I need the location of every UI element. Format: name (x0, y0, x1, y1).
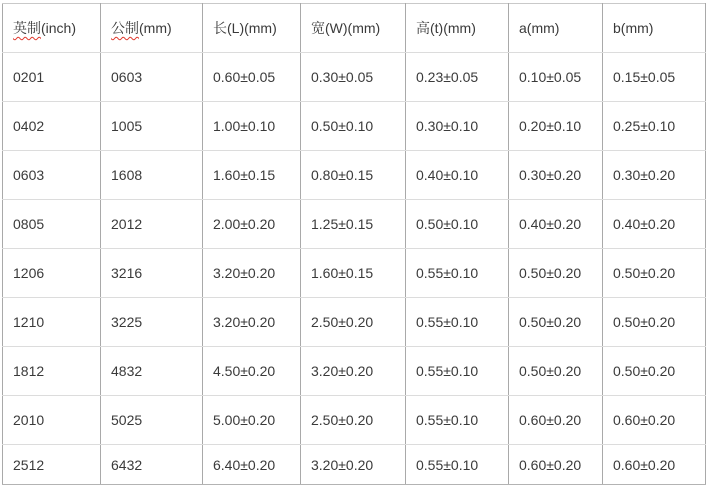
cell-a: 0.10±0.05 (509, 53, 603, 102)
header-label-zh: 英制 (13, 20, 41, 36)
cell-width: 0.30±0.05 (301, 53, 406, 102)
cell-metric-code: 1608 (101, 151, 203, 200)
header-label-suffix: (L)(mm) (227, 20, 277, 36)
cell-a: 0.50±0.20 (509, 298, 603, 347)
cell-a: 0.60±0.20 (509, 445, 603, 485)
cell-length: 5.00±0.20 (203, 396, 301, 445)
cell-width: 3.20±0.20 (301, 445, 406, 485)
cell-inch-code: 0603 (3, 151, 101, 200)
cell-length: 3.20±0.20 (203, 249, 301, 298)
cell-b: 0.50±0.20 (603, 298, 706, 347)
table-row (3, 151, 706, 200)
cell-length: 2.00±0.20 (203, 200, 301, 249)
header-row (3, 4, 706, 53)
cell-metric-code: 3225 (101, 298, 203, 347)
cell-height: 0.30±0.10 (406, 102, 509, 151)
header-cell-a (509, 4, 603, 53)
header-label-zh: 高 (416, 20, 430, 36)
header-label-zh: 长 (213, 20, 227, 36)
cell-inch-code: 1812 (3, 347, 101, 396)
cell-metric-code: 2012 (101, 200, 203, 249)
cell-a: 0.30±0.20 (509, 151, 603, 200)
cell-height: 0.23±0.05 (406, 53, 509, 102)
cell-inch-code: 0805 (3, 200, 101, 249)
cell-a: 0.40±0.20 (509, 200, 603, 249)
cell-height: 0.40±0.10 (406, 151, 509, 200)
header-cell-height (406, 4, 509, 53)
header-label-suffix: (mm) (620, 20, 654, 36)
header-cell-b (603, 4, 706, 53)
header-cell-length (203, 4, 301, 53)
cell-width: 3.20±0.20 (301, 347, 406, 396)
header-cell-metric-code (101, 4, 203, 53)
cell-width: 0.50±0.10 (301, 102, 406, 151)
header-cell-inch-code (3, 4, 101, 53)
header-cell-width (301, 4, 406, 53)
cell-b: 0.60±0.20 (603, 396, 706, 445)
cell-b: 0.30±0.20 (603, 151, 706, 200)
cell-metric-code: 4832 (101, 347, 203, 396)
table-row (3, 396, 706, 445)
cell-length: 0.60±0.05 (203, 53, 301, 102)
cell-height: 0.55±0.10 (406, 445, 509, 485)
table-row (3, 249, 706, 298)
table-row (3, 347, 706, 396)
cell-metric-code: 0603 (101, 53, 203, 102)
cell-b: 0.15±0.05 (603, 53, 706, 102)
header-label-zh: a (519, 20, 527, 36)
cell-metric-code: 3216 (101, 249, 203, 298)
cell-inch-code: 0402 (3, 102, 101, 151)
header-label-suffix: (mm) (526, 20, 560, 36)
cell-width: 1.25±0.15 (301, 200, 406, 249)
cell-length: 4.50±0.20 (203, 347, 301, 396)
cell-b: 0.40±0.20 (603, 200, 706, 249)
dimension-table-container (2, 3, 706, 485)
cell-length: 3.20±0.20 (203, 298, 301, 347)
cell-width: 0.80±0.15 (301, 151, 406, 200)
package-dimension-table (2, 3, 706, 485)
header-label-zh: b (613, 20, 621, 36)
cell-b: 0.50±0.20 (603, 249, 706, 298)
cell-inch-code: 0201 (3, 53, 101, 102)
table-row (3, 298, 706, 347)
cell-width: 1.60±0.15 (301, 249, 406, 298)
cell-b: 0.25±0.10 (603, 102, 706, 151)
header-label-suffix: (mm) (139, 20, 172, 36)
cell-a: 0.50±0.20 (509, 249, 603, 298)
table-row (3, 53, 706, 102)
cell-width: 2.50±0.20 (301, 298, 406, 347)
cell-height: 0.55±0.10 (406, 396, 509, 445)
cell-b: 0.50±0.20 (603, 347, 706, 396)
cell-b: 0.60±0.20 (603, 445, 706, 485)
cell-inch-code: 1206 (3, 249, 101, 298)
cell-metric-code: 6432 (101, 445, 203, 485)
cell-height: 0.55±0.10 (406, 298, 509, 347)
cell-length: 1.00±0.10 (203, 102, 301, 151)
cell-height: 0.50±0.10 (406, 200, 509, 249)
cell-a: 0.60±0.20 (509, 396, 603, 445)
header-label-zh: 公制 (111, 20, 139, 36)
cell-metric-code: 5025 (101, 396, 203, 445)
table-row (3, 200, 706, 249)
cell-height: 0.55±0.10 (406, 249, 509, 298)
cell-a: 0.20±0.10 (509, 102, 603, 151)
header-label-suffix: (W)(mm) (325, 20, 381, 36)
cell-a: 0.50±0.20 (509, 347, 603, 396)
table-row (3, 102, 706, 151)
cell-inch-code: 2512 (3, 445, 101, 485)
cell-height: 0.55±0.10 (406, 347, 509, 396)
cell-inch-code: 1210 (3, 298, 101, 347)
cell-length: 1.60±0.15 (203, 151, 301, 200)
cell-length: 6.40±0.20 (203, 445, 301, 485)
header-label-zh: 宽 (311, 20, 325, 36)
cell-metric-code: 1005 (101, 102, 203, 151)
header-label-suffix: (inch) (41, 20, 77, 36)
cell-width: 2.50±0.20 (301, 396, 406, 445)
header-label-suffix: (t)(mm) (430, 20, 476, 36)
cell-inch-code: 2010 (3, 396, 101, 445)
table-row (3, 445, 706, 485)
